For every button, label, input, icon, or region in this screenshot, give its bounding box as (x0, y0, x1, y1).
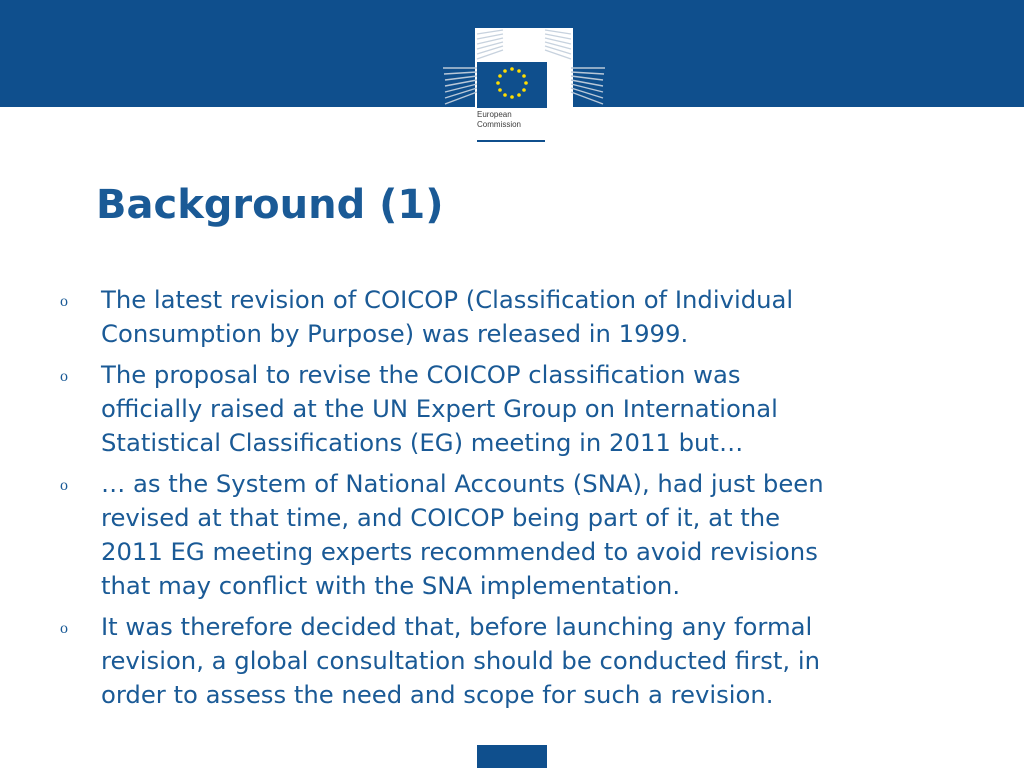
bullet-marker: o (60, 293, 68, 310)
bullet-item (60, 283, 980, 351)
slide-title: Background (1) (96, 182, 444, 228)
bullet-line: revised at that time, and COICOP being part of it, at the (101, 503, 781, 532)
bullet-list (60, 283, 980, 719)
bullet-line: … as the System of National Accounts (SNA), had just been (101, 469, 824, 498)
bullet-item (60, 467, 980, 603)
bullet-marker: o (60, 620, 68, 637)
bullet-line: Statistical Classifications (EG) meeting in 2011 but… (101, 428, 744, 457)
bullet-line: order to assess the need and scope for such a revision. (101, 680, 774, 709)
bullet-line: The proposal to revise the COICOP classification was (101, 360, 741, 389)
bullet-line: revision, a global consultation should be conducted first, in (101, 646, 821, 675)
bullet-item (60, 358, 980, 460)
bullet-line: that may conflict with the SNA implementation. (101, 571, 681, 600)
logo-label-line2: Commission (477, 120, 522, 129)
bullet-line: officially raised at the UN Expert Group on International (101, 394, 778, 423)
bullet-line: 2011 EG meeting experts recommended to avoid revisions (101, 537, 818, 566)
logo-label (477, 110, 557, 130)
logo-label-line1: European (477, 110, 512, 119)
bullet-line: It was therefore decided that, before launching any formal (101, 612, 813, 641)
european-commission-logo (441, 28, 607, 144)
bullet-marker: o (60, 477, 68, 494)
eu-flag-icon (477, 745, 547, 768)
bullet-line: The latest revision of COICOP (Classification of Individual (101, 285, 794, 314)
bullet-marker: o (60, 368, 68, 385)
bullet-line: Consumption by Purpose) was released in 1999. (101, 319, 689, 348)
bullet-item (60, 610, 980, 712)
